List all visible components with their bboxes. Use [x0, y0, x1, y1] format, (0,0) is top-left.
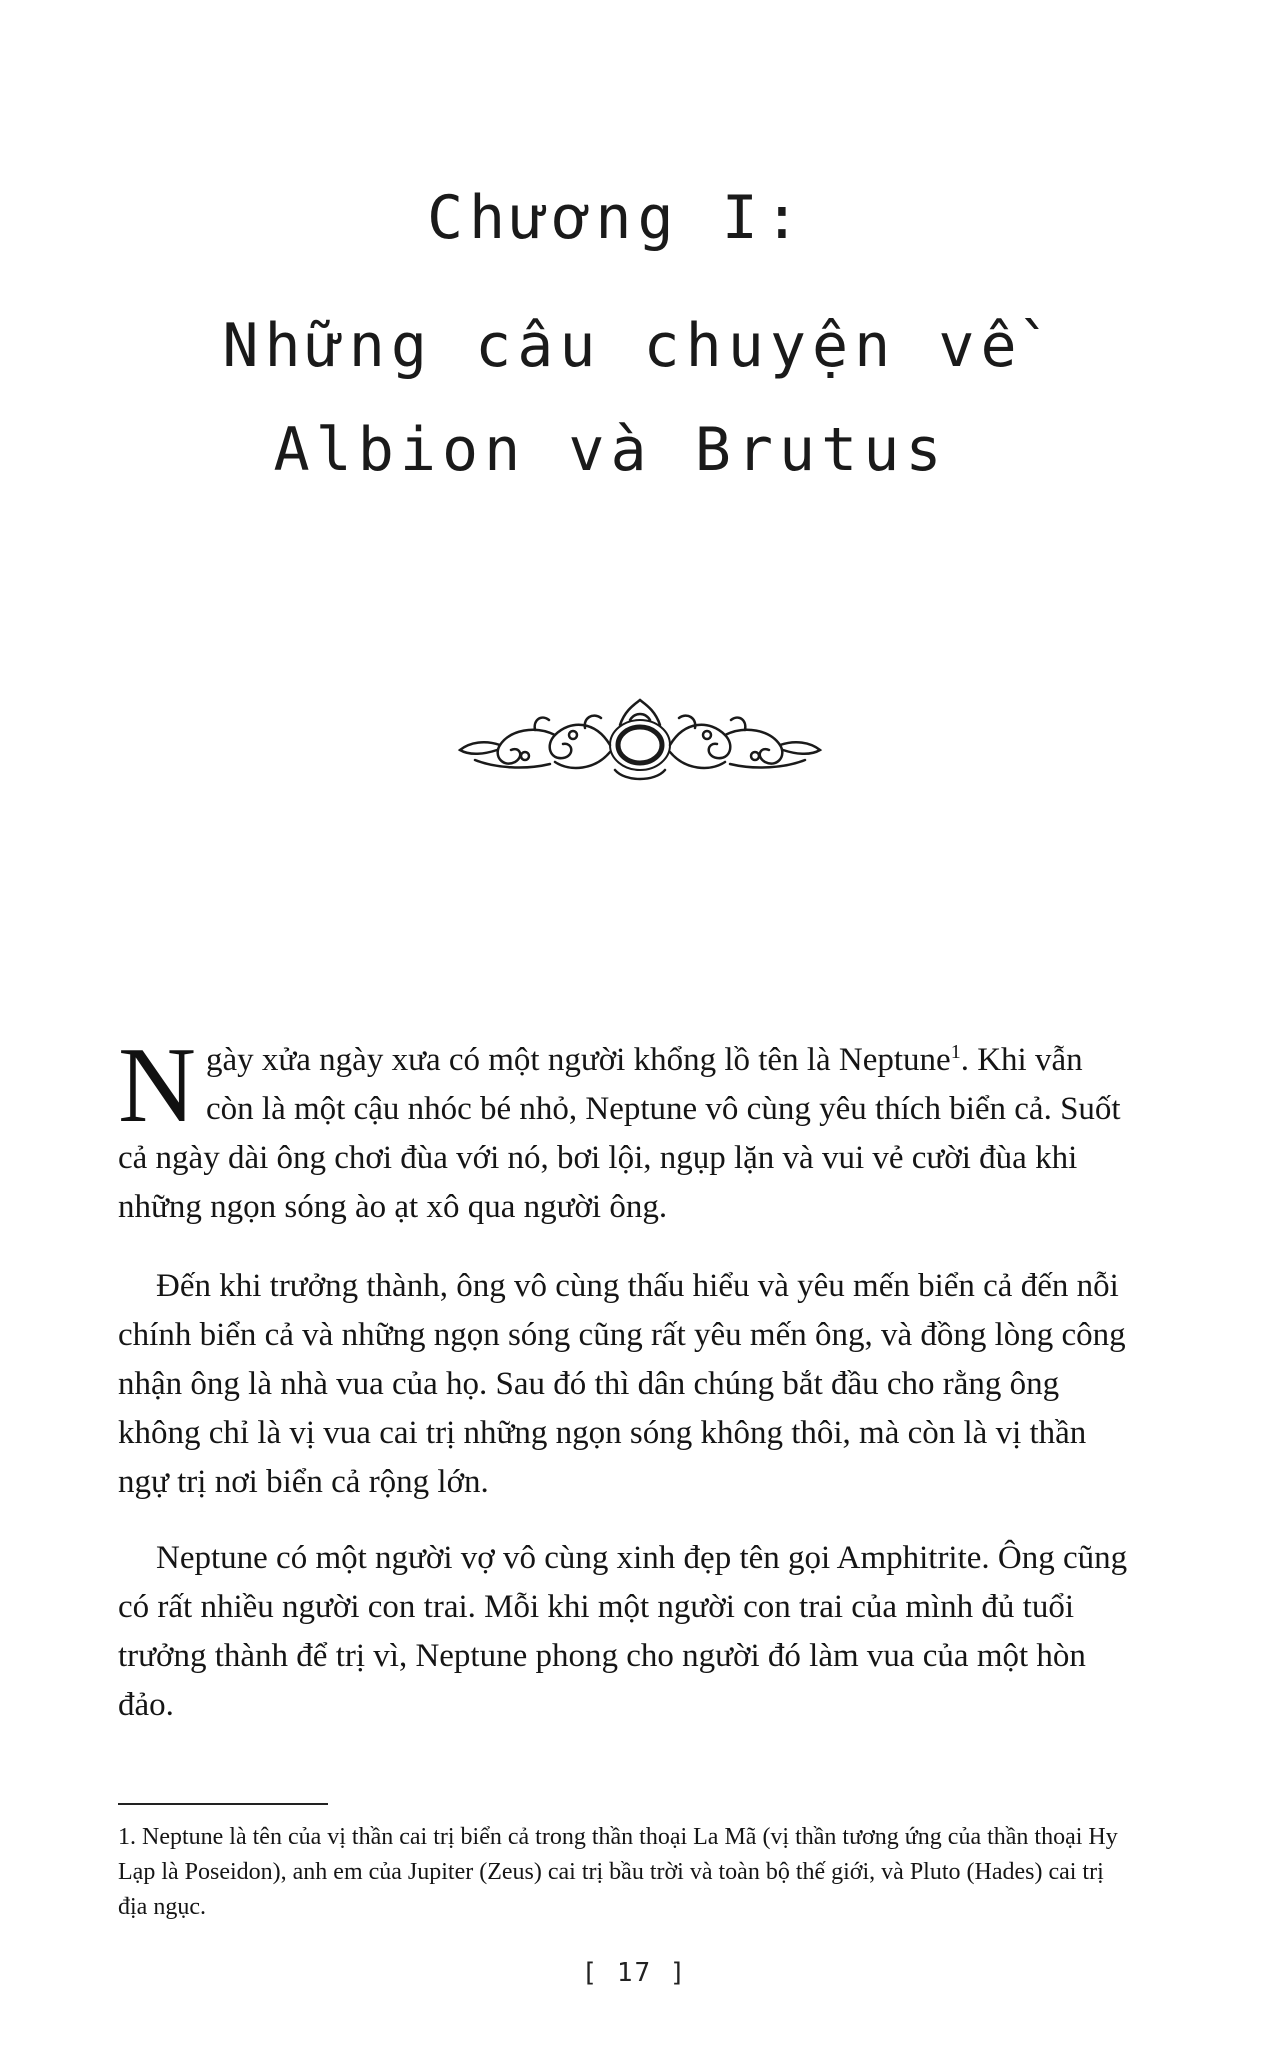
chapter-title-line-1: Những câu chuyện về — [222, 311, 1023, 381]
scroll-ornament-icon — [455, 690, 825, 790]
footnote: 1. Neptune là tên của vị thần cai trị biển cả trong thần thoại La Mã (vị thần tương ứng của thần thoại Hy Lạp là Poseidon), anh em của Jupiter (Zeus) cai trị bầu trời và toàn bộ thế giới, và Pluto (Hades) cai trị địa ngục. — [118, 1824, 1118, 1920]
chapter-label: Chương I: — [426, 183, 807, 253]
footnote-divider — [118, 1803, 328, 1805]
paragraph-1-text-b: . Khi vẫn còn là một cậu nhóc bé nhỏ, Neptune vô cùng yêu thích biển cả. Suốt cả ngày dài ông chơi đùa với nó, bơi lội, ngụp lặn và vui vẻ cười đùa khi những ngọn sóng ào ạt xô qua người ông. — [118, 1042, 1121, 1225]
drop-cap: N — [118, 1026, 196, 1145]
paragraph-2: Đến khi trưởng thành, ông vô cùng thấu hiểu và yêu mến biển cả đến nỗi chính biển cả và những ngọn sóng cũng rất yêu mến ông, và đồng lòng công nhận ông là nhà vua của họ. Sau đó thì dân chúng bắt đầu cho rằng ông không chỉ là vị vua cai trị những ngọn sóng không thôi, mà còn là vị thần ngự trị nơi biển cả rộng lớn. — [118, 1268, 1126, 1500]
paragraph-1 — [118, 1026, 1128, 1232]
footnote-reference[interactable]: 1 — [950, 1041, 961, 1063]
chapter-title-line-2: Albion và Brutus — [273, 415, 948, 485]
page-number: [ 17 ] — [581, 1958, 688, 1988]
paragraph-1-text-a: gày xửa ngày xưa có một người khổng lồ tên là Neptune — [206, 1042, 951, 1078]
paragraph-3: Neptune có một người vợ vô cùng xinh đẹp tên gọi Amphitrite. Ông cũng có rất nhiều người con trai. Mỗi khi một người con trai của mình đủ tuổi trưởng thành để trị vì, Neptune phong cho người đó làm vua của một hòn đảo. — [118, 1540, 1128, 1723]
